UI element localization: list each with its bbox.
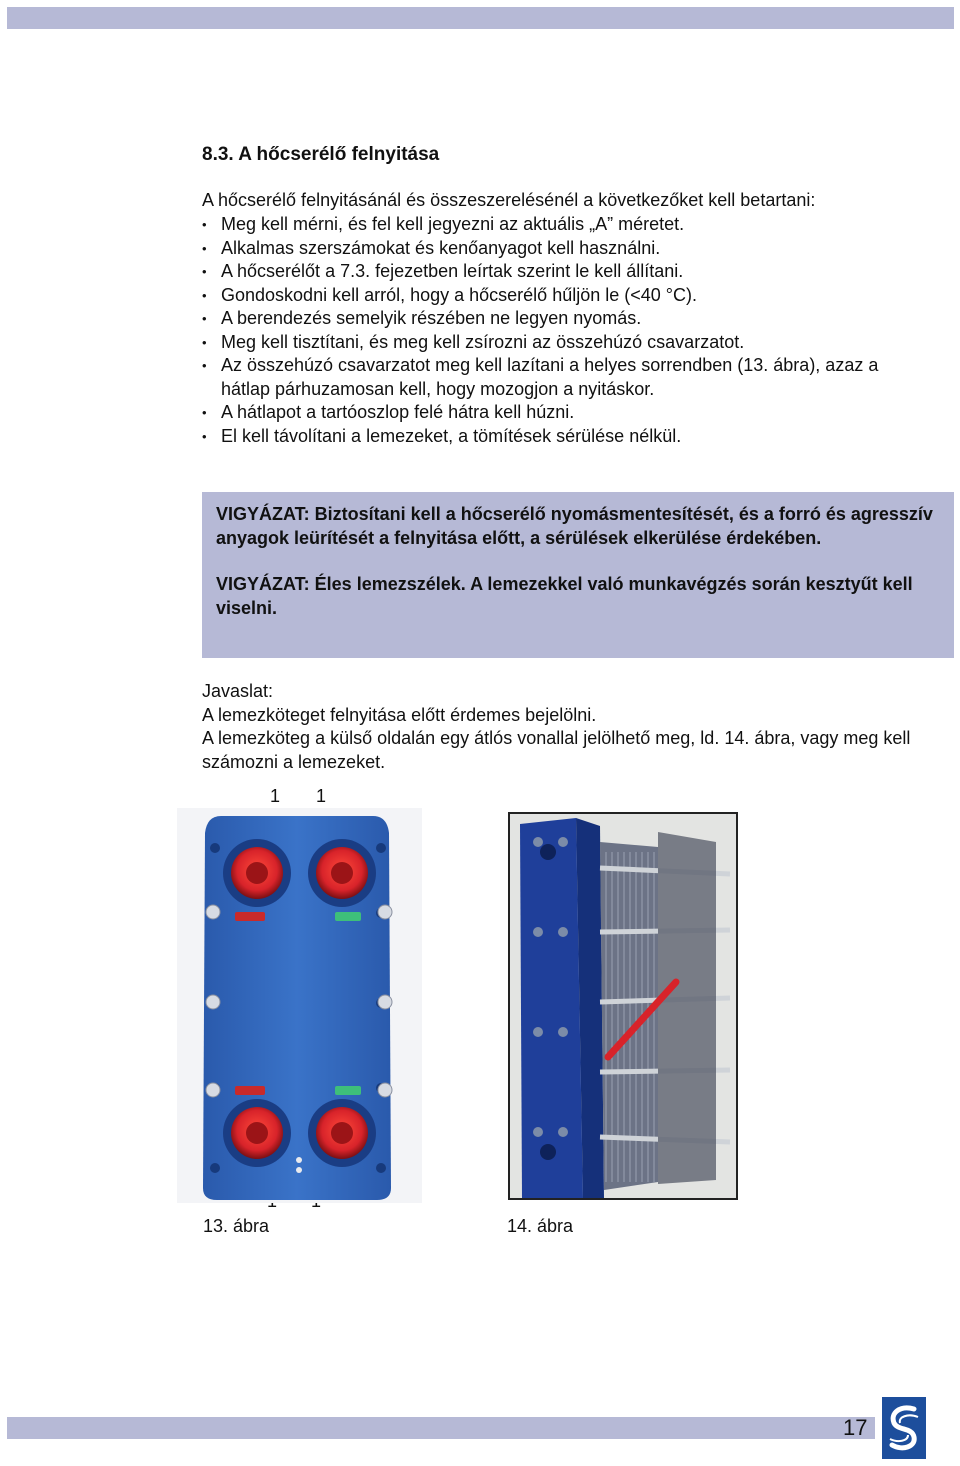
warning-sharp-edges: VIGYÁZAT: Éles lemezszélek. A lemezekkel való munkavégzés során kesztyűt kell viselni.	[216, 574, 913, 618]
suggestion-label: Javaslat:	[202, 681, 274, 701]
suggestion-block	[202, 680, 952, 774]
intro-text: A hőcserélő felnyitásánál és összeszerelésénél a következőket kell betartani:	[202, 190, 816, 210]
heat-exchanger-side-photo	[508, 812, 738, 1200]
suggestion-line-2: A lemezköteg a külső oldalán egy átlós vonallal jelölhető meg, ld. 14. ábra, vagy meg kell számozni a lemezeket.	[202, 728, 911, 772]
list-item: • Az összehúzó csavarzatot meg kell lazítani a helyes sorrendben (13. ábra), azaz a hátlap párhuzamosan kell, hogy mozogjon a nyitáskor.	[202, 354, 922, 401]
list-item: • Meg kell mérni, és fel kell jegyezni az aktuális „A” méretet.	[202, 213, 922, 237]
warning-pressure: VIGYÁZAT: Biztosítani kell a hőcserélő nyomásmentesítését, és a forró és agresszív anyagok leürítését a felnyitása előtt, a sérülések elkerülése érdekében.	[216, 504, 933, 548]
bolt-number: 1	[316, 786, 327, 806]
footer-band	[7, 1417, 875, 1439]
bolt-number: 1	[270, 786, 281, 806]
company-logo	[882, 1397, 926, 1459]
list-item: • A hátlapot a tartóoszlop felé hátra kell húzni.	[202, 401, 922, 425]
figure-14-caption: 14. ábra	[507, 1216, 574, 1236]
warning-box	[202, 492, 954, 658]
section-title: 8.3. A hőcserélő felnyitása	[202, 144, 440, 165]
suggestion-line-1: A lemezköteget felnyitása előtt érdemes bejelölni.	[202, 704, 597, 725]
list-item: • A berendezés semelyik részében ne legyen nyomás.	[202, 307, 922, 331]
list-item: • Meg kell tisztítani, és meg kell zsírozni az összehúzó csavarzatot.	[202, 331, 922, 355]
list-item: • El kell távolítani a lemezeket, a tömítések sérülése nélkül.	[202, 425, 922, 449]
list-item: • Gondoskodni kell arról, hogy a hőcserélő hűljön le (<40 °C).	[202, 284, 922, 308]
figure-13-caption: 13. ábra	[203, 1216, 270, 1236]
top-header-band	[7, 7, 954, 29]
heat-exchanger-front-plate-photo	[177, 808, 422, 1203]
list-item: • Alkalmas szerszámokat és kenőanyagot kell használni.	[202, 237, 922, 261]
instruction-list	[202, 213, 922, 448]
list-item: • A hőcserélőt a 7.3. fejezetben leírtak szerint le kell állítani.	[202, 260, 922, 284]
page-number: 17	[843, 1415, 868, 1440]
